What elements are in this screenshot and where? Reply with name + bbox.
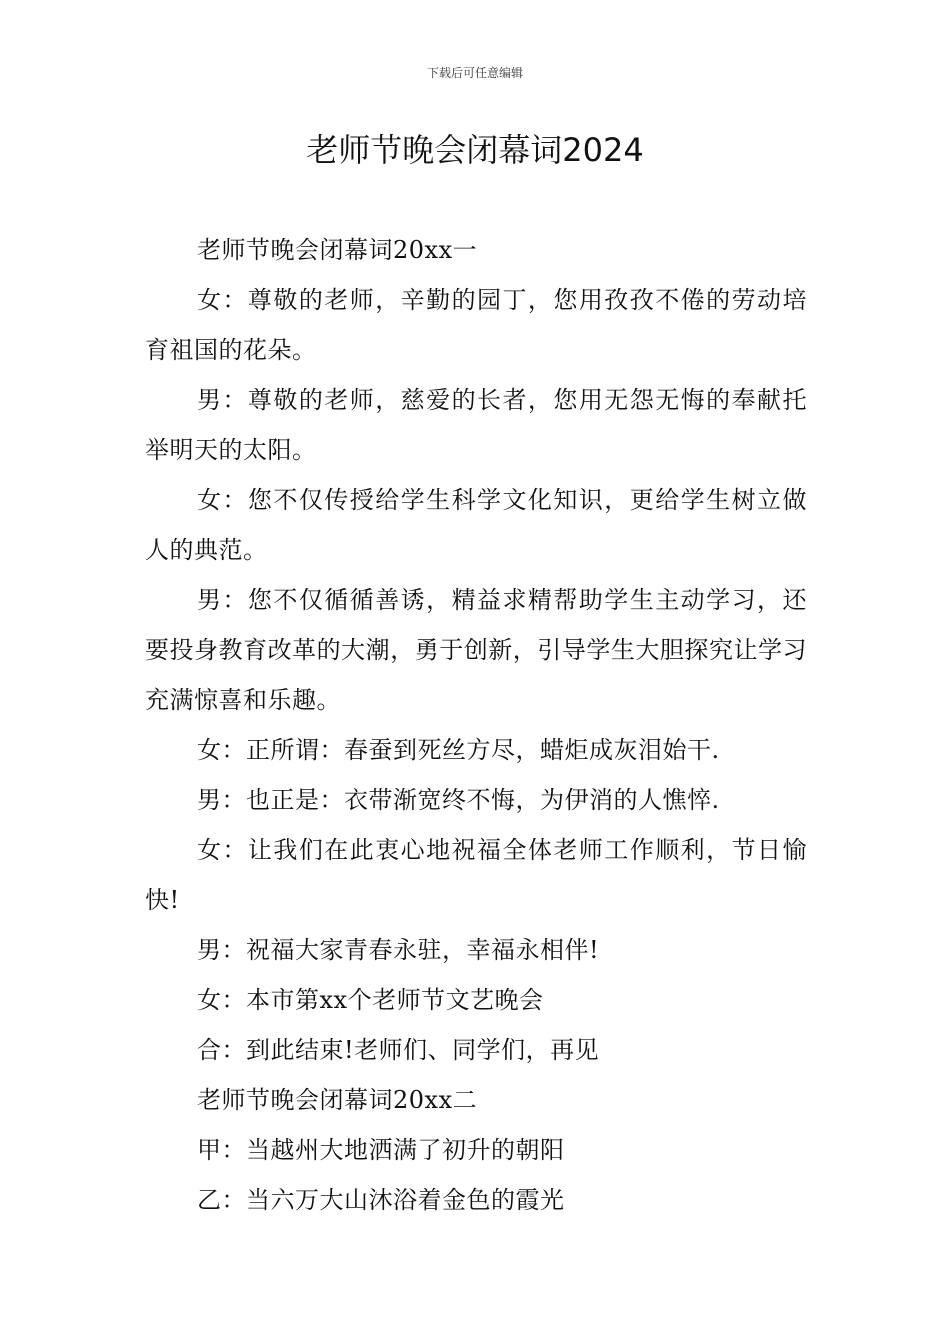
document-body	[145, 225, 807, 1225]
paragraph: 女：本市第xx个老师节文艺晚会	[197, 986, 544, 1014]
paragraph: 甲：当越州大地洒满了初升的朝阳	[197, 1136, 565, 1164]
paragraph: 乙：当六万大山沐浴着金色的霞光	[197, 1186, 565, 1214]
paragraph: 合：到此结束!老师们、同学们，再见	[197, 1036, 600, 1064]
paragraph-subtitle-2: 老师节晚会闭幕词20xx二	[197, 1086, 478, 1114]
paragraph: 女：让我们在此衷心地祝福全体老师工作顺利，节日愉快!	[145, 836, 807, 914]
paragraph: 男：祝福大家青春永驻，幸福永相伴!	[197, 936, 600, 964]
header-note: 下载后可任意编辑	[426, 66, 523, 80]
paragraph: 男：您不仅循循善诱，精益求精帮助学生主动学习，还要投身教育改革的大潮，勇于创新，引导学生大胆探究让学习充满惊喜和乐趣。	[145, 586, 807, 714]
paragraph: 女：您不仅传授给学生科学文化知识，更给学生树立做人的典范。	[145, 486, 807, 564]
paragraph: 男：也正是：衣带渐宽终不悔，为伊消的人憔悴.	[197, 786, 720, 814]
paragraph-subtitle-1: 老师节晚会闭幕词20xx一	[197, 236, 478, 264]
paragraph: 男：尊敬的老师，慈爱的长者，您用无怨无悔的奉献托举明天的太阳。	[145, 386, 807, 464]
paragraph: 女：尊敬的老师，辛勤的园丁，您用孜孜不倦的劳动培育祖国的花朵。	[145, 286, 807, 364]
document-title: 老师节晚会闭幕词2024	[306, 131, 644, 169]
paragraph: 女：正所谓：春蚕到死丝方尽，蜡炬成灰泪始干.	[197, 736, 720, 764]
